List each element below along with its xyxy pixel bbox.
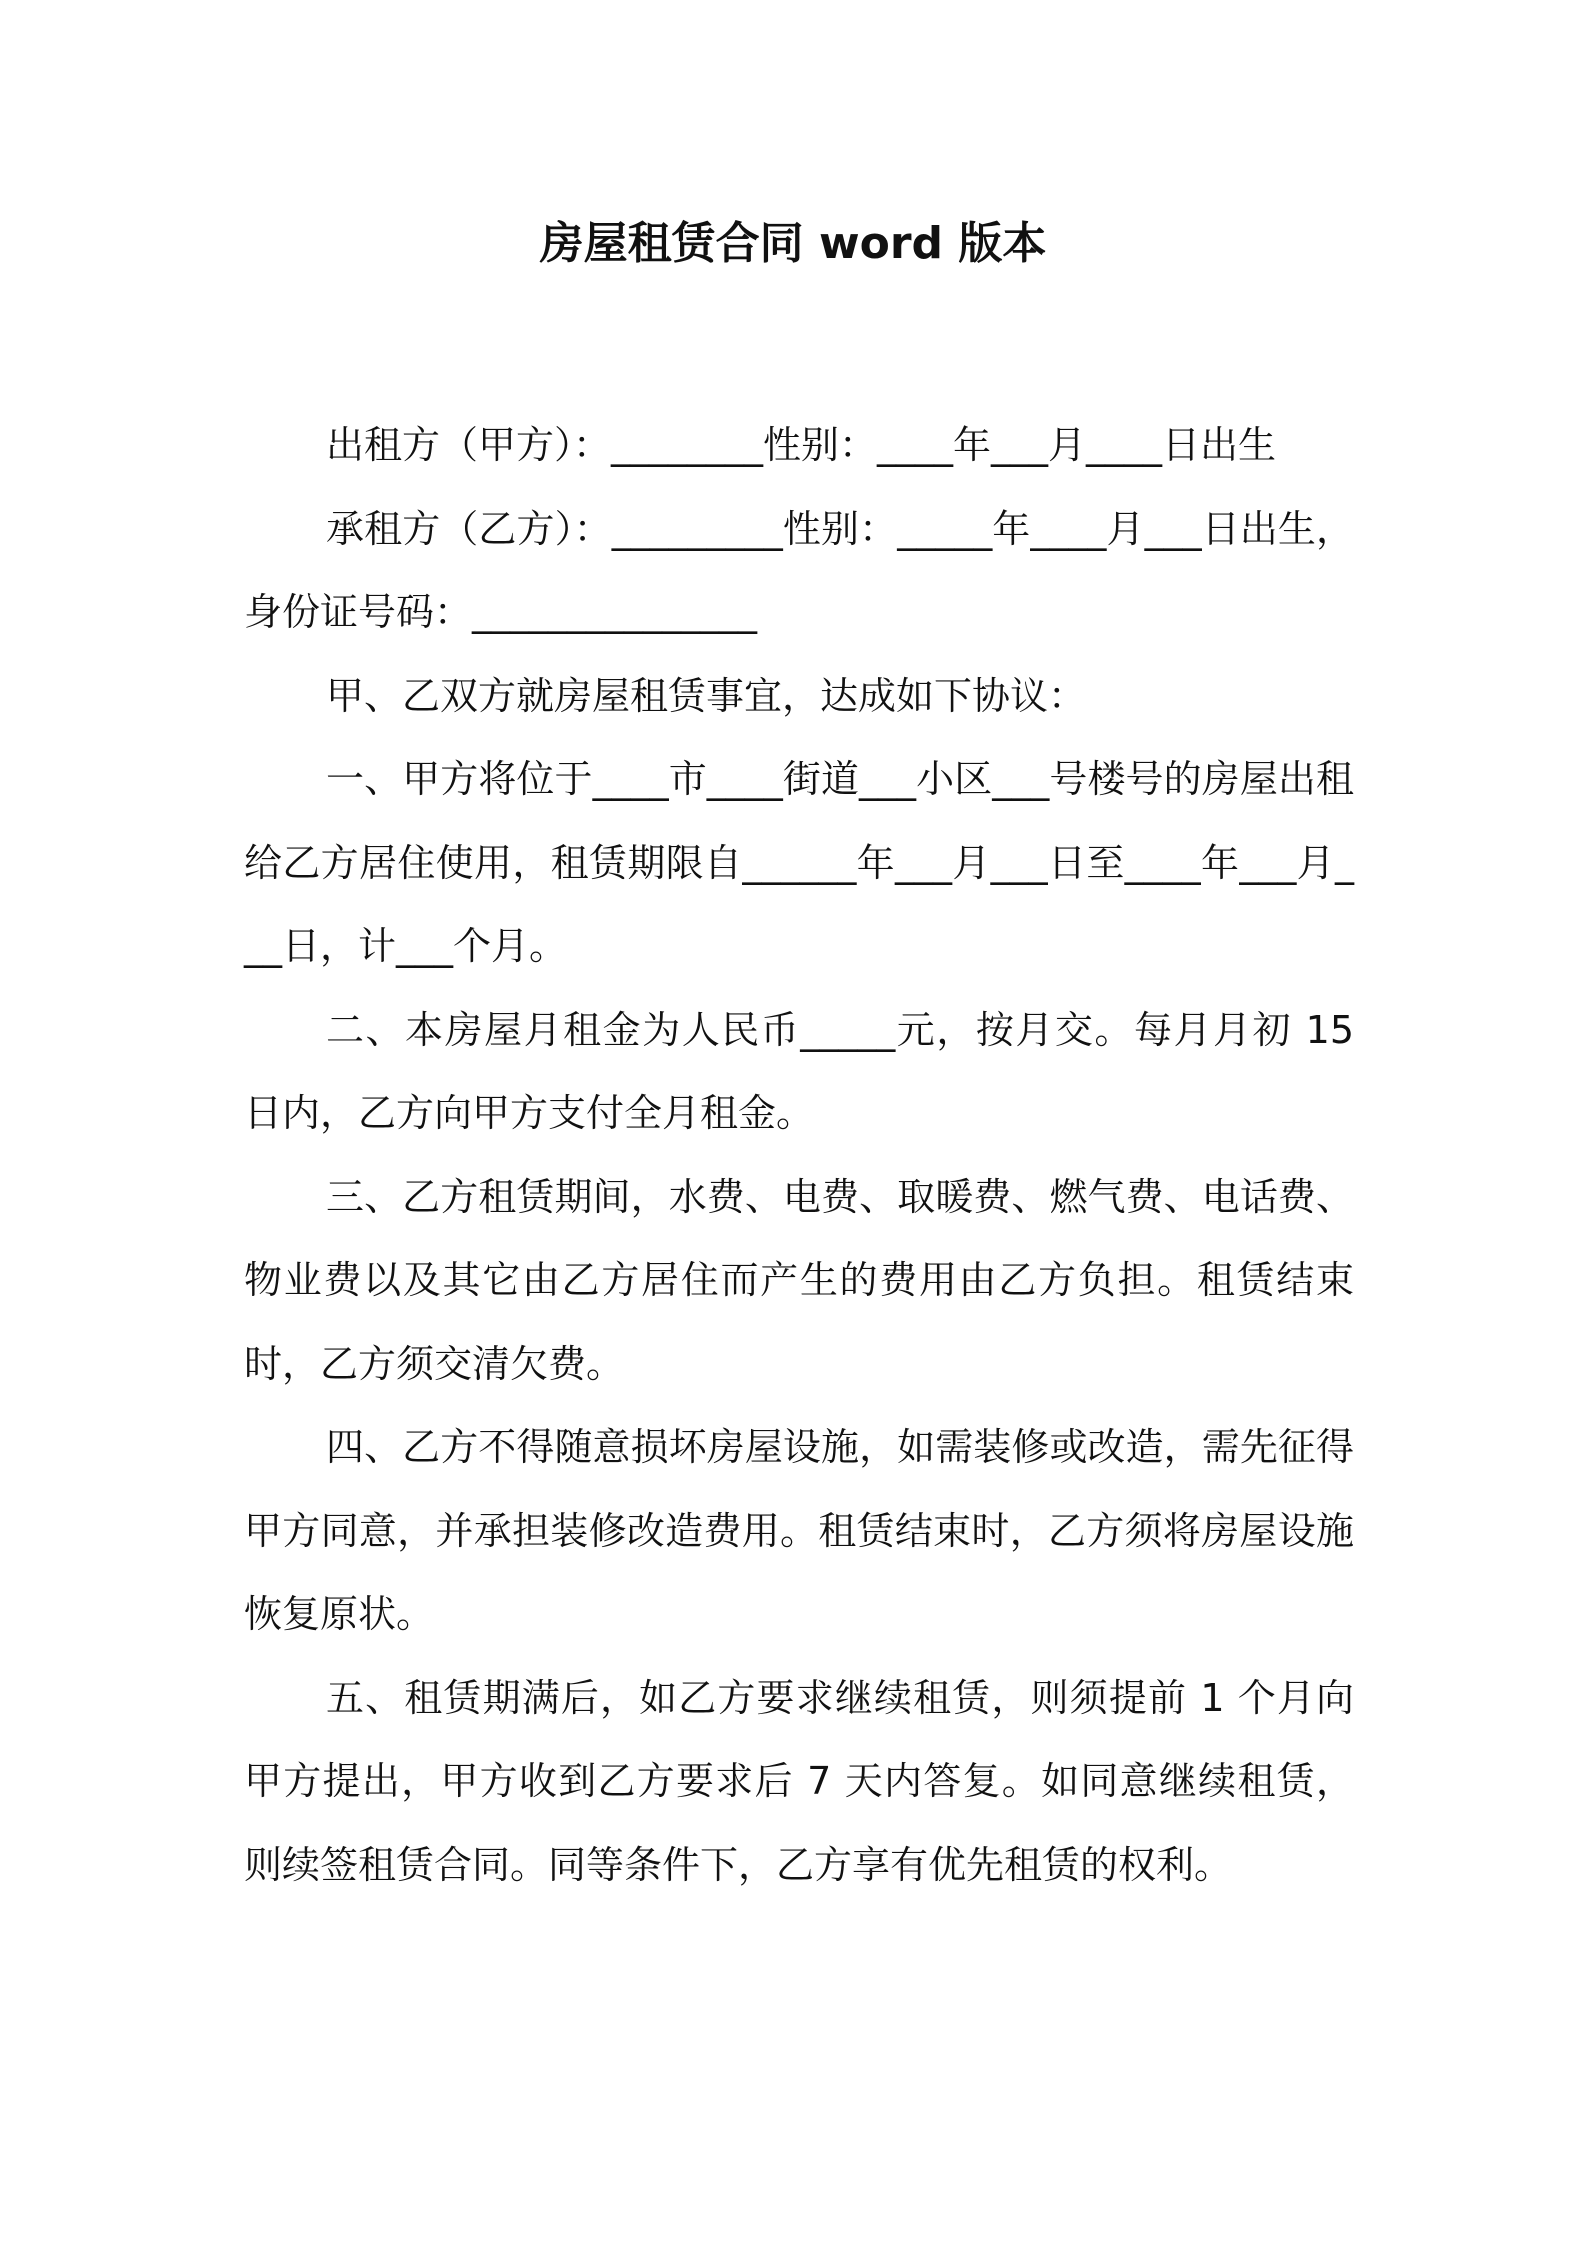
document-title: 房屋租赁合同 word 版本	[539, 218, 1047, 269]
paragraph-clause-1: 一、甲方将位于____市____街道___小区___号楼号的房屋出租给乙方居住使用，租赁期限自______年___月___日至____年___月___日，计___个月。	[244, 757, 1354, 968]
paragraph-clause-2: 二、本房屋月租金为人民币_____元，按月交。每月月初 15 日内，乙方向甲方支付全月租金。	[244, 1007, 1354, 1135]
paragraph-agreement-intro: 甲、乙双方就房屋租赁事宜，达成如下协议：	[326, 673, 1087, 718]
paragraph-clause-4: 四、乙方不得随意损坏房屋设施，如需装修或改造，需先征得甲方同意，并承担装修改造费用。租赁结束时，乙方须将房屋设施恢复原状。	[244, 1425, 1354, 1636]
paragraph-lessee: 承租方（乙方）：_________性别：_____年____月___日出生，身份证号码：_______________	[244, 506, 1354, 634]
paragraph-lessor: 出租方（甲方）：________性别：____年___月____日出生	[326, 423, 1277, 467]
paragraph-clause-5: 五、租赁期满后，如乙方要求继续租赁，则须提前 1 个月向甲方提出，甲方收到乙方要求后 7 天内答复。如同意继续租赁，则续签租赁合同。同等条件下，乙方享有优先租赁的权利。	[244, 1675, 1354, 1887]
document-body	[244, 404, 1354, 1907]
paragraph-clause-3: 三、乙方租赁期间，水费、电费、取暖费、燃气费、电话费、物业费以及其它由乙方居住而产生的费用由乙方负担。租赁结束时，乙方须交清欠费。	[244, 1174, 1354, 1386]
